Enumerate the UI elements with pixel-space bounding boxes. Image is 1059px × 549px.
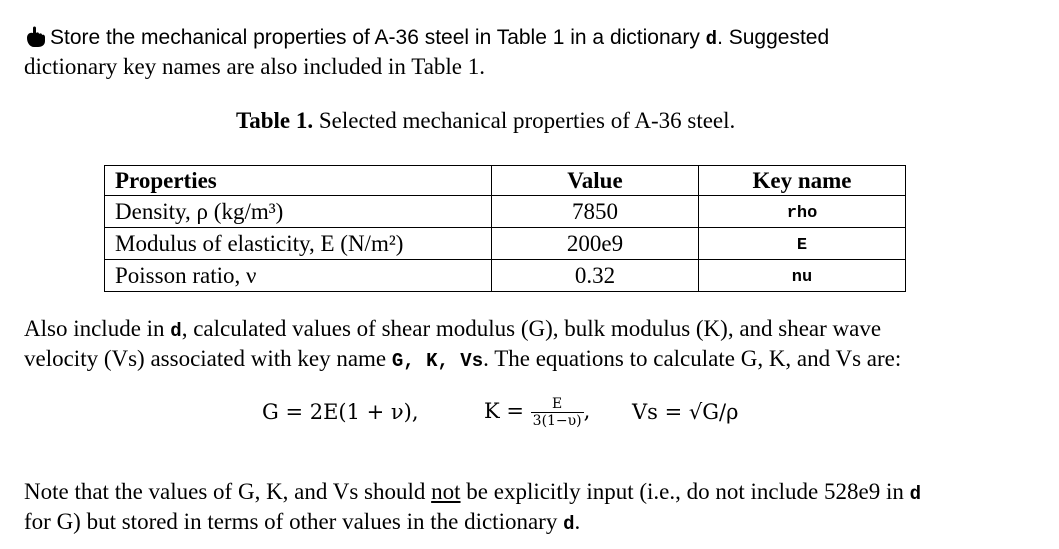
intro-text-b: . Suggested [717, 26, 830, 49]
equation-k-tail: , [583, 399, 591, 423]
equation-g: G = 2E(1 + ν), [262, 400, 419, 424]
equation-vs: Vs = √G/ρ [632, 400, 739, 424]
intro-line-2: dictionary key names are also included in Table 1. [24, 54, 486, 79]
properties-table [104, 165, 906, 292]
table-header-row [105, 166, 906, 196]
equation-k-numerator: E [531, 396, 584, 413]
note-underline-not: not [431, 479, 461, 504]
equation-k-lhs: K = [484, 399, 524, 423]
table-caption [236, 108, 735, 134]
row-key: E [796, 236, 808, 255]
also-text-c: velocity (Vs) associated with key name [24, 346, 392, 371]
table-row [105, 196, 906, 228]
also-code-d: d [170, 320, 182, 342]
row-property: Density, ρ (kg/m³) [105, 196, 492, 228]
row-key: rho [786, 204, 818, 223]
row-value: 200e9 [492, 228, 699, 260]
also-line-2 [24, 344, 901, 376]
table-row [105, 260, 906, 292]
also-text-a: Also include in [24, 316, 171, 341]
also-text-d: . The equations to calculate G, K, and Vs are: [483, 346, 902, 371]
hand-pointer-icon [24, 24, 48, 48]
intro-code-d: d [705, 28, 718, 50]
note-line-1 [24, 477, 921, 509]
note-text-d: . [574, 509, 581, 534]
row-key: nu [791, 268, 813, 287]
also-code-keys: G, K, Vs [391, 350, 484, 372]
caption-text: Selected mechanical properties of A-36 steel. [313, 108, 736, 133]
row-value: 7850 [492, 196, 699, 228]
note-text-b: be explicitly input (i.e., do not include 528e9 in [460, 479, 910, 504]
row-property: Modulus of elasticity, E (N/m²) [105, 228, 492, 260]
header-key-name: Key name [699, 166, 906, 196]
equation-k-denominator: 3(1−υ) [532, 413, 582, 429]
note-text-a: Note that the values of G, K, and Vs should [24, 479, 432, 504]
row-property: Poisson ratio, ν [105, 260, 492, 292]
header-properties: Properties [105, 166, 492, 196]
note-text-c: for G) but stored in terms of other values in the dictionary [24, 509, 564, 534]
also-text-b: , calculated values of shear modulus (G), bulk modulus (K), and shear wave [181, 316, 882, 341]
equation-k [484, 396, 590, 429]
caption-label: Table 1. [236, 108, 314, 133]
note-code-d: d [909, 483, 921, 505]
also-line-1 [24, 314, 881, 346]
note-line-2 [24, 507, 580, 539]
equation-k-fraction [531, 396, 584, 429]
intro-line-1 [24, 22, 829, 54]
header-value: Value [492, 166, 699, 196]
row-value: 0.32 [492, 260, 699, 292]
intro-text-a: Store the mechanical properties of A-36 steel in Table 1 in a dictionary [50, 26, 706, 49]
note-code-d2: d [563, 513, 575, 535]
table-row [105, 228, 906, 260]
